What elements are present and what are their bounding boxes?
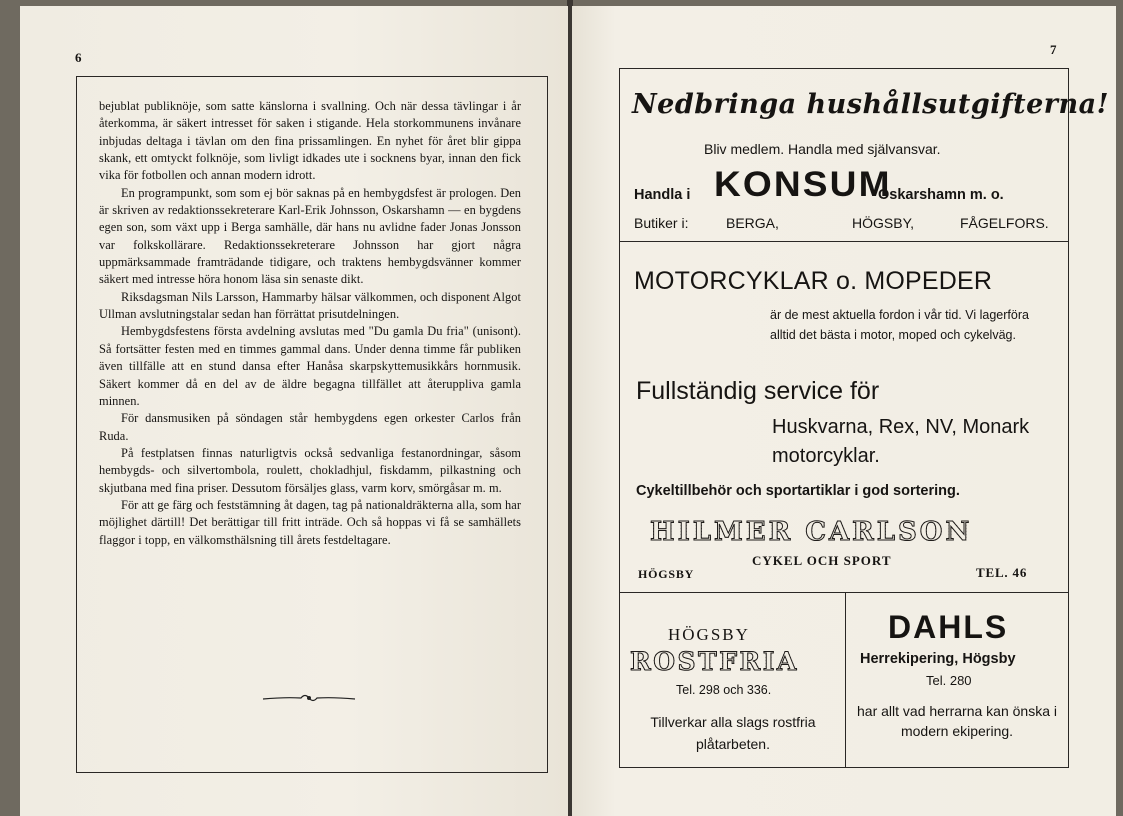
article-paragraph: Hembygdsfestens första avdelning avslutas med "Du gamla Du fria" (unisont). Så fortsätter festen med en timmes gammal dans. Under denna timme får publiken även tillfälle att en stund dansa efter Hanåsa skarpskyttemusikkårs hornmusik. Säkert kommer då en del av de äldre begagna tillfället att återuppliva gamla minnen.: [99, 324, 521, 408]
dahls-description: har allt vad herrarna kan önska i modern ekipering.: [857, 703, 1057, 739]
rostfria-tel: Tel. 298 och 336.: [676, 683, 772, 697]
article-paragraph: bejublat publiknöje, som satte känslorna i svallning. Och när dessa tävlingar i år återkomma, är säkert intresset för saken i stigande. Hela storkommunens invånare inbjudas deltaga i tävlan om den fina prissamlingen. En nyhet för året blir gippa skank, ett omtyckt folknöje, som livligt idkades ute i socknens byar, innan den fick vika för fotbollen och annan modern idrott.: [99, 99, 521, 183]
article-paragraph: En programpunkt, som som ej bör saknas på en hembygdsfest är prologen. Den är skriven av redaktionssekreterare Karl-Erik Johnsson, Oskarshamn — en bygdens egen son, som växt upp i Berga samhälle, där hans nu avlidne fader Jonas Jonsson var folkskollärare. Redaktionssekreterare Johnsson har gjort några uppmärksammade framträdande tidigare, och traktens hembygdsvänner kommer säkert med intresse höra honom läsa sin senaste dikt.: [99, 185, 521, 287]
left-page: [20, 6, 568, 816]
rostfria-logo: ROSTFRIA: [630, 647, 799, 676]
hilmer-carlson-logo: HILMER CARLSON: [650, 517, 973, 547]
hilmer-carlson-subline: CYKEL OCH SPORT: [752, 553, 892, 568]
konsum-subline: Bliv medlem. Handla med självansvar.: [704, 141, 941, 157]
hilmer-carlson-tel: TEL. 46: [976, 565, 1028, 580]
hilmer-carlson-town: HÖGSBY: [638, 567, 695, 581]
service-brands: Huskvarna, Rex, NV, Monark motorcyklar.: [772, 416, 1030, 467]
page-number-right: 7: [1050, 42, 1057, 57]
konsum-logo: KONSUM: [714, 165, 892, 204]
konsum-stores-label: Butiker i:: [634, 215, 689, 231]
right-page: [572, 6, 1116, 816]
article-paragraph: För dansmusiken på söndagen står hembygdens egen orkester Carlos från Ruda.: [99, 411, 521, 443]
article-paragraph: För att ge färg och feststämning åt dagen, tag på nationaldräkterna alla, som har möjlighet därtill! Det berättigar till fritt inträde. Och så hoppas vi få se samhällets flaggor i topp, en välkomsthälsning till årets festdeltagare.: [99, 497, 521, 547]
rostfria-description: Tillverkar alla slags rostfria plåtarbeten.: [650, 714, 816, 752]
konsum-store: FÅGELFORS.: [960, 215, 1049, 231]
dahls-logo: DAHLS: [888, 609, 1009, 645]
moto-title: MOTORCYKLAR o. MOPEDER: [634, 267, 993, 295]
dahls-tel: Tel. 280: [926, 673, 972, 688]
ornament-divider: [261, 691, 357, 705]
advert-separator: [620, 592, 1068, 593]
advert-frame: [619, 68, 1110, 768]
moto-description: är de mest aktuella fordon i vår tid. Vi lagerföra alltid det bästa i motor, moped och cykelväg.: [770, 308, 1029, 342]
konsum-handla-prefix: Handla i: [634, 187, 691, 203]
page-number-left: 6: [75, 50, 82, 65]
advert-vertical-separator: [845, 592, 846, 767]
rostfria-town: HÖGSBY: [668, 625, 750, 644]
konsum-store: BERGA,: [726, 215, 779, 231]
article-frame: [76, 76, 548, 773]
article-text: [99, 98, 521, 549]
article-paragraph: Riksdagsman Nils Larsson, Hammarby hälsar välkommen, och disponent Algot Ullman avslutningstalar sedan han förrättat prisutdelningen.: [99, 289, 521, 322]
dahls-subline: Herrekipering, Högsby: [860, 651, 1016, 667]
konsum-store: HÖGSBY,: [852, 215, 914, 231]
accessories-text: Cykeltillbehör och sportartiklar i god sortering.: [636, 483, 960, 499]
service-title: Fullständig service för: [636, 377, 880, 405]
advert-separator: [620, 241, 1068, 242]
konsum-location: Oskarshamn m. o.: [878, 187, 1004, 203]
article-paragraph: På festplatsen finnas naturligtvis också sedvanliga festanordningar, såsom hembygds- och silvertombola, roulett, chokladhjul, fiskdamm, pilkastning och skjutbana med fina priser. Dessutom försäljes glass, varm korv, smörgåsar m. m.: [99, 445, 521, 495]
konsum-slogan: Nedbringa hushållsutgifterna!: [632, 89, 1110, 120]
